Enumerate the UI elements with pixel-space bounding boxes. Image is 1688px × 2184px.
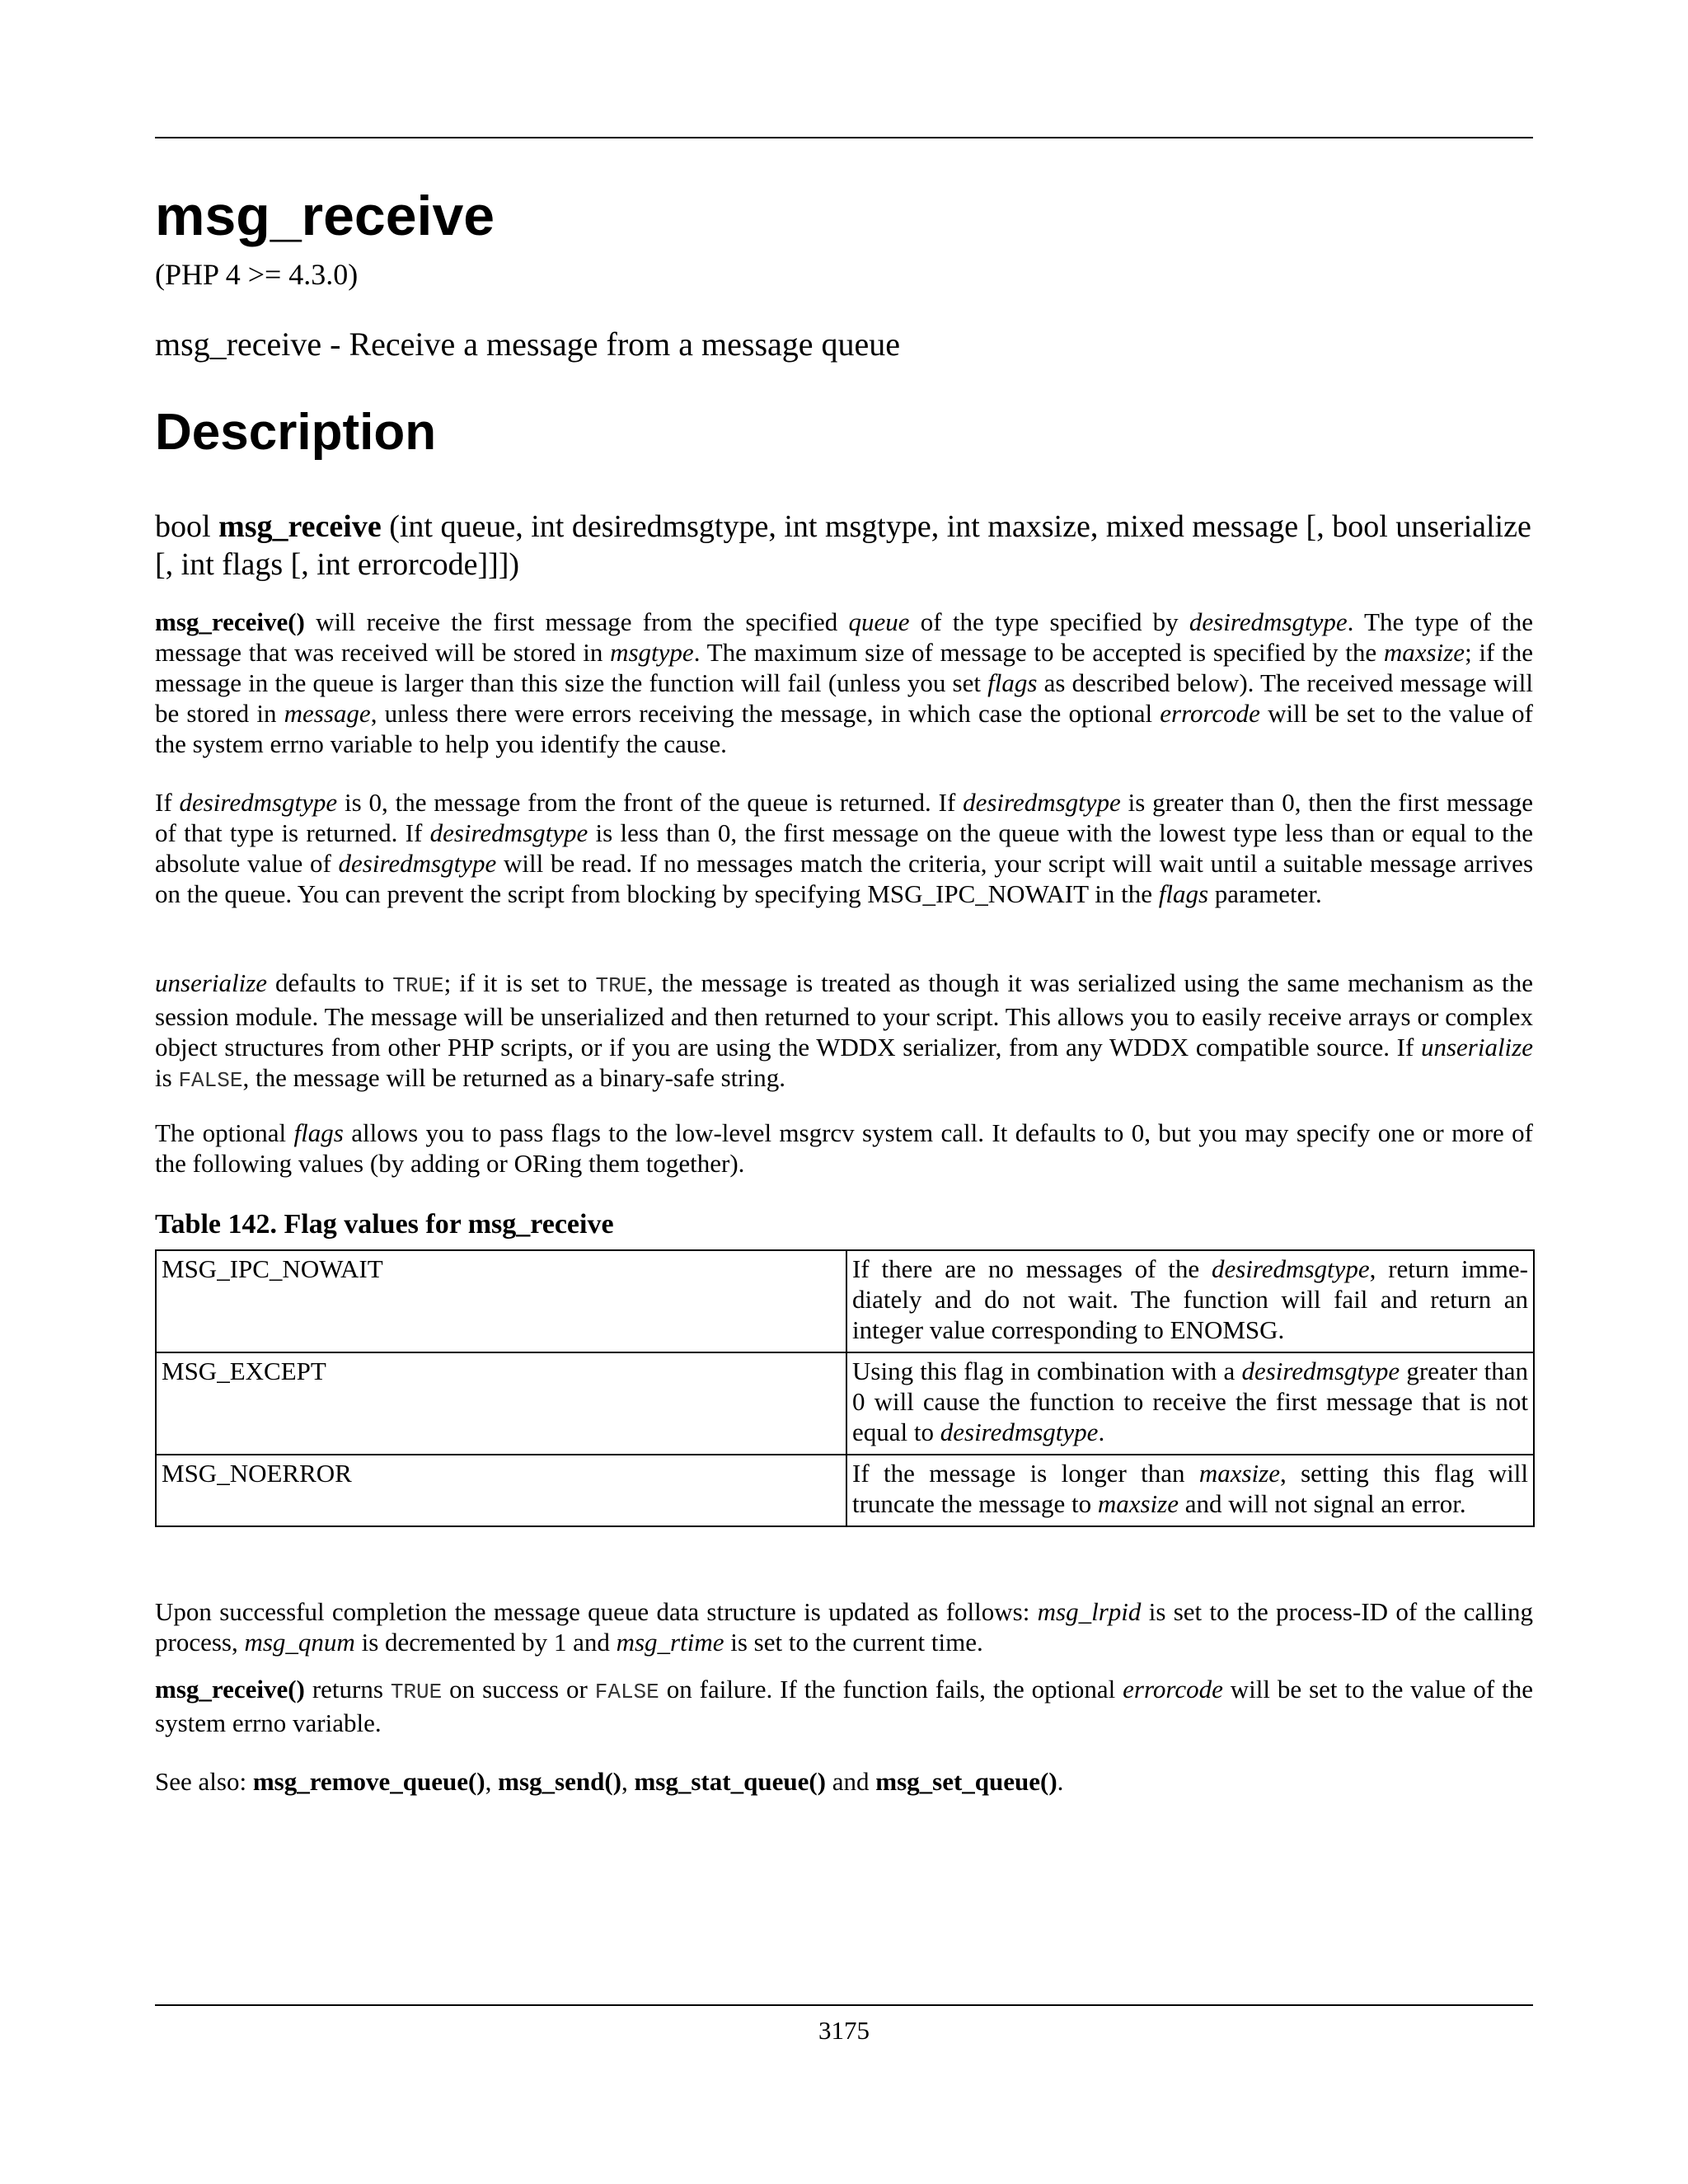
flag-description-cell: Using this flag in combination with a desiredmsgtype greater than 0 will cause the function to receive the first message that is not equal to desiredmsgtype. <box>846 1352 1534 1455</box>
constant-literal: TRUE <box>392 973 444 998</box>
table-title: Table 142. Flag values for msg_receive <box>155 1209 614 1240</box>
field-ref: msg_rtime <box>616 1628 724 1657</box>
param-ref: maxsize <box>1097 1489 1179 1518</box>
param-ref: desiredmsgtype <box>1189 607 1348 636</box>
synopsis-params: (int queue, int desiredmsgtype, int msgtype, int maxsize, mixed message [, bool unserialize [, int flags [, int errorcode]]]) <box>155 509 1531 582</box>
param-ref: desiredmsgtype <box>963 788 1121 817</box>
bottom-rule <box>155 2004 1533 2006</box>
paragraph-desiredmsgtype: If desiredmsgtype is 0, the message from the front of the queue is returned. If desiredmsgtype is greater than 0, then the first message of that type is returned. If desiredmsgtype is less than 0, the first message on the queue with the lowest type less than or equal to the absolute value of desiredmsgtype will be read. If no messages match the criteria, your script will wait until a suitable message arrives on the queue. You can prevent the script from blocking by specifying MSG_IPC_NOWAIT in the flags parameter. <box>155 788 1534 908</box>
see-also-link-set-queue[interactable]: msg_set_queue() <box>875 1767 1057 1796</box>
see-also-link-stat-queue[interactable]: msg_stat_queue() <box>634 1767 826 1796</box>
paragraph-queue-update: Upon successful completion the message queue data structure is updated as follows: msg_lrpid is set to the process-ID of the calling process, msg_qnum is decremented by 1 and msg_rtime is set to the current time. <box>155 1597 1533 1657</box>
constant-literal: TRUE <box>390 1680 443 1704</box>
paragraph-behavior: msg_receive() will receive the first message from the specified queue of the type specified by desiredmsgtype. The type of the message that was received will be stored in msgtype. The maximum size of message to be accepted is specified by the maxsize; if the message in the queue is larger than this size the function will fail (unless you set flags as described below). The received message will be stored in message, unless there were errors receiving the message, in which case the optional errorcode will be set to the value of the system errno variable to help you identify the cause. <box>155 607 1534 758</box>
constant-literal: FALSE <box>594 1680 659 1704</box>
field-ref: msg_qnum <box>244 1628 355 1657</box>
param-ref: desiredmsgtype <box>429 818 588 847</box>
flag-description-cell: If the message is longer than maxsize, setting this flag will truncate the message to maxsize and will not signal an error. <box>846 1455 1534 1526</box>
top-rule <box>155 137 1533 138</box>
table-row <box>156 1250 1534 1352</box>
param-ref: maxsize <box>1383 638 1465 667</box>
table-row <box>156 1455 1534 1526</box>
see-also-link-send[interactable]: msg_send() <box>498 1767 621 1796</box>
param-ref: unserialize <box>155 968 268 997</box>
function-ref: msg_receive() <box>155 1675 305 1704</box>
synopsis-function-name: msg_receive <box>218 509 382 544</box>
param-ref: queue <box>848 607 910 636</box>
param-ref: message <box>284 699 371 728</box>
paragraph-see-also: See also: msg_remove_queue(), msg_send(), msg_stat_queue() and msg_set_queue(). <box>155 1767 1064 1796</box>
constant-literal: FALSE <box>178 1068 243 1093</box>
param-ref: maxsize <box>1198 1459 1280 1488</box>
param-ref: desiredmsgtype <box>1241 1357 1400 1385</box>
flag-name-cell: MSG_NOERROR <box>156 1455 846 1526</box>
document-page <box>155 0 1533 2184</box>
flag-name-cell: MSG_IPC_NOWAIT <box>156 1250 846 1352</box>
param-ref: flags <box>293 1118 344 1147</box>
section-heading-description: Description <box>155 404 437 461</box>
version-note: (PHP 4 >= 4.3.0) <box>155 258 359 291</box>
param-ref: unserialize <box>1420 1033 1533 1062</box>
param-ref: msgtype <box>610 638 694 667</box>
paragraph-unserialize: unserialize defaults to TRUE; if it is set to TRUE, the message is treated as though it was serialized using the same mechanism as the session module. The message will be unserialized and then returned to your script. This allows you to easily receive arrays or complex object structures from other PHP scripts, or if you are using the WDDX serializer, from any WDDX compatible source. If unserialize is FALSE, the message will be returned as a binary-safe string. <box>155 968 1533 1093</box>
param-ref: desiredmsgtype <box>1211 1254 1370 1283</box>
table-row <box>156 1352 1534 1455</box>
param-ref: flags <box>987 668 1038 697</box>
function-ref: msg_receive() <box>155 607 305 636</box>
see-also-link-remove-queue[interactable]: msg_remove_queue() <box>252 1767 485 1796</box>
constant-literal: TRUE <box>595 973 647 998</box>
param-ref: desiredmsgtype <box>940 1418 1099 1446</box>
param-ref: errorcode <box>1160 699 1260 728</box>
flag-name-cell: MSG_EXCEPT <box>156 1352 846 1455</box>
purpose-line: msg_receive - Receive a message from a message queue <box>155 326 901 363</box>
function-synopsis <box>155 508 1533 583</box>
paragraph-flags: The optional flags allows you to pass flags to the low-level msgrcv system call. It defaults to 0, but you may specify one or more of the following values (by adding or ORing them together). <box>155 1118 1534 1178</box>
paragraph-return-value: msg_receive() returns TRUE on success or FALSE on failure. If the function fails, the optional errorcode will be set to the value of the system errno variable. <box>155 1675 1533 1737</box>
flag-description-cell: If there are no messages of the desiredmsgtype, return immediately and do not wait. The function will fail and return an integer value corresponding to ENOMSG. <box>846 1250 1534 1352</box>
flag-values-table <box>155 1249 1535 1527</box>
page-title: msg_receive <box>155 185 495 247</box>
field-ref: msg_lrpid <box>1037 1597 1142 1626</box>
synopsis-return-type: bool <box>155 509 211 544</box>
param-ref: desiredmsgtype <box>338 849 497 878</box>
param-ref: errorcode <box>1123 1675 1223 1704</box>
page-number: 3175 <box>818 2016 870 2045</box>
param-ref: flags <box>1158 879 1209 908</box>
param-ref: desiredmsgtype <box>179 788 338 817</box>
